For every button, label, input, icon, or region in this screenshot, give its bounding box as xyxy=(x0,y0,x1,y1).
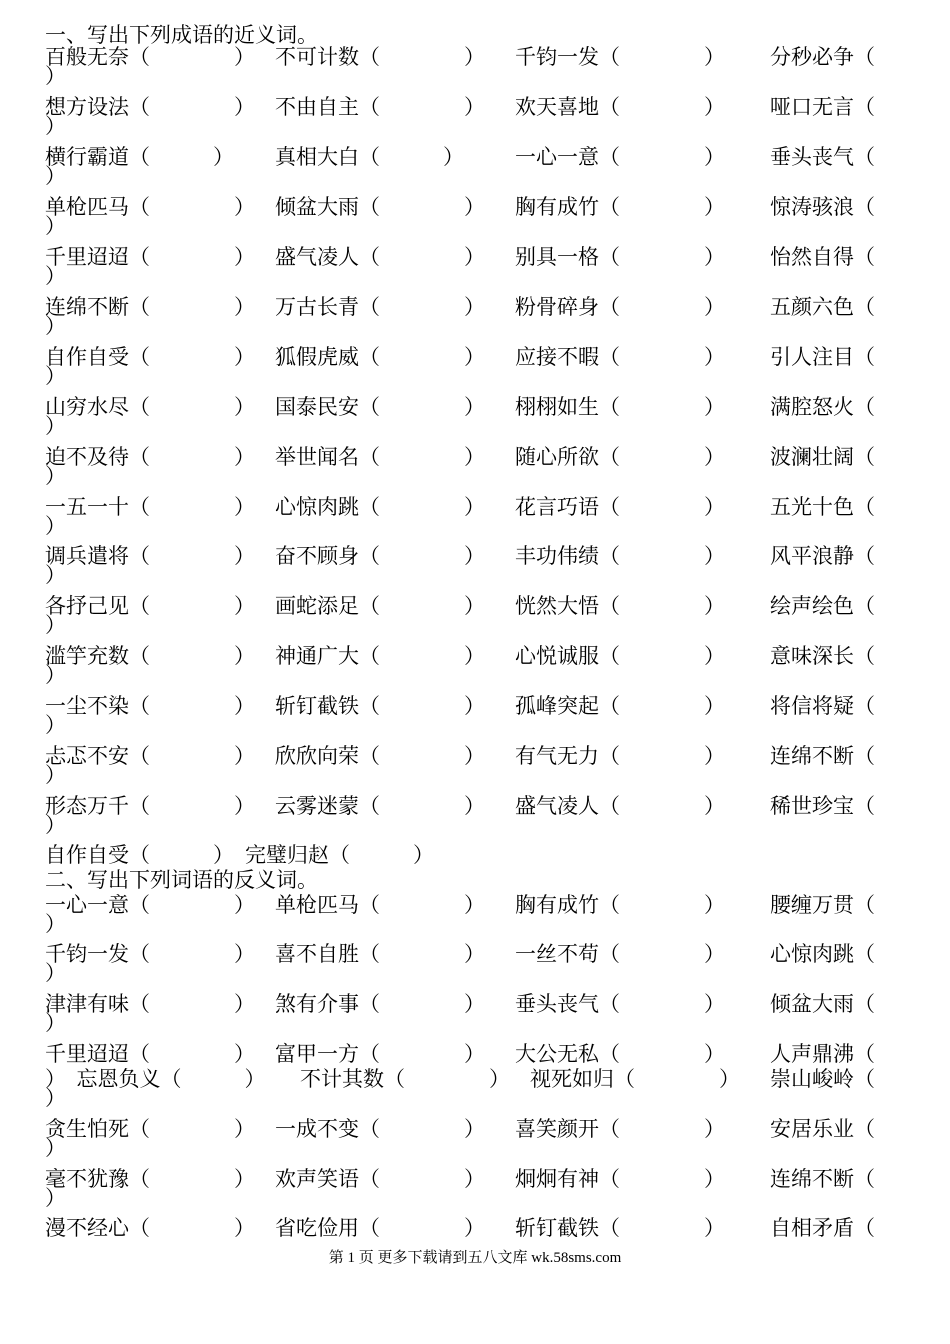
idiom-row xyxy=(45,144,910,170)
idiom-cell: 惊涛骇浪（ xyxy=(770,195,875,219)
idiom-cell: 不可计数（ ） xyxy=(275,45,485,69)
idiom-cell: 粉骨碎身（ ） xyxy=(515,295,725,319)
closing-paren: ） xyxy=(45,164,66,188)
idiom-row xyxy=(45,543,910,569)
idiom-cell: 欣欣向荣（ ） xyxy=(275,744,485,768)
idiom-cell: 自相矛盾（ xyxy=(770,1216,875,1240)
closing-paren: ） xyxy=(45,713,66,737)
idiom-row xyxy=(45,643,910,669)
idiom-cell: 漫不经心（ ） xyxy=(45,1216,255,1240)
idiom-cell: 倾盆大雨（ xyxy=(770,992,875,1016)
idiom-cell: 稀世珍宝（ xyxy=(770,794,875,818)
idiom-cell: 炯炯有神（ ） xyxy=(515,1167,725,1191)
idiom-row xyxy=(45,1116,910,1142)
idiom-cell: 忐忑不安（ ） xyxy=(45,744,255,768)
closing-paren: ） xyxy=(45,613,66,637)
idiom-cell: 单枪匹马（ ） xyxy=(45,195,255,219)
idiom-cell: 云雾迷蒙（ ） xyxy=(275,794,485,818)
idiom-row xyxy=(45,294,910,320)
idiom-row xyxy=(45,194,910,220)
closing-paren: ） xyxy=(45,1011,66,1035)
idiom-cell: 垂头丧气（ xyxy=(770,145,875,169)
idiom-cell: 波澜壮阔（ xyxy=(770,445,875,469)
idiom-cell: 滥竽充数（ ） xyxy=(45,644,255,668)
idiom-cell: 不计其数（ ） xyxy=(300,1067,510,1091)
closing-paren: ） xyxy=(45,214,66,238)
idiom-cell: 自作自受（ ） xyxy=(45,843,234,867)
idiom-cell: 腰缠万贯（ xyxy=(770,893,875,917)
idiom-cell: 国泰民安（ ） xyxy=(275,395,485,419)
idiom-cell: 胸有成竹（ ） xyxy=(515,893,725,917)
idiom-cell: 喜不自胜（ ） xyxy=(275,942,485,966)
section1-heading: 一、写出下列成语的近义词。 xyxy=(45,23,318,47)
idiom-cell: 千里迢迢（ ） xyxy=(45,1042,255,1066)
idiom-row xyxy=(45,94,910,120)
idiom-row xyxy=(45,1066,910,1092)
closing-paren: ） xyxy=(45,961,66,985)
idiom-cell: 完璧归赵（ ） xyxy=(245,843,434,867)
idiom-cell: 五颜六色（ xyxy=(770,295,875,319)
idiom-cell: 迫不及待（ ） xyxy=(45,445,255,469)
idiom-cell: 富甲一方（ ） xyxy=(275,1042,485,1066)
idiom-cell: 安居乐业（ xyxy=(770,1117,875,1141)
idiom-cell: 人声鼎沸（ xyxy=(770,1042,875,1066)
closing-paren: ） xyxy=(45,1086,66,1110)
idiom-cell: 想方设法（ ） xyxy=(45,95,255,119)
idiom-cell: 视死如归（ ） xyxy=(530,1067,740,1091)
idiom-cell: 横行霸道（ ） xyxy=(45,145,234,169)
idiom-cell: 引人注目（ xyxy=(770,345,875,369)
idiom-cell: 单枪匹马（ ） xyxy=(275,893,485,917)
idiom-cell: 分秒必争（ xyxy=(770,45,875,69)
idiom-cell: 盛气凌人（ ） xyxy=(275,245,485,269)
idiom-cell: 贪生怕死（ ） xyxy=(45,1117,255,1141)
idiom-row xyxy=(45,593,910,619)
idiom-cell: 百般无奈（ ） xyxy=(45,45,255,69)
page-footer: 第 1 页 更多下载请到五八文库 wk.58sms.com xyxy=(328,1250,622,1266)
idiom-cell: ） 忘恩负义（ ） xyxy=(45,1067,266,1091)
idiom-cell: 各抒己见（ ） xyxy=(45,594,255,618)
idiom-cell: 连绵不断（ xyxy=(770,744,875,768)
idiom-cell: 一成不变（ ） xyxy=(275,1117,485,1141)
idiom-cell: 有气无力（ ） xyxy=(515,744,725,768)
idiom-cell: 一五一十（ ） xyxy=(45,495,255,519)
section1-last-row xyxy=(45,842,910,868)
closing-paren: ） xyxy=(45,813,66,837)
closing-paren: ） xyxy=(45,912,66,936)
closing-paren: ） xyxy=(45,464,66,488)
idiom-cell: 画蛇添足（ ） xyxy=(275,594,485,618)
idiom-row xyxy=(45,394,910,420)
idiom-cell: 满腔怒火（ xyxy=(770,395,875,419)
idiom-cell: 斩钉截铁（ ） xyxy=(515,1216,725,1240)
idiom-row xyxy=(45,1041,910,1067)
idiom-row xyxy=(45,244,910,270)
closing-paren: ） xyxy=(45,114,66,138)
idiom-cell: 意味深长（ xyxy=(770,644,875,668)
idiom-cell: 千钧一发（ ） xyxy=(515,45,725,69)
idiom-cell: 自作自受（ ） xyxy=(45,345,255,369)
idiom-cell: 随心所欲（ ） xyxy=(515,445,725,469)
idiom-cell: 千钧一发（ ） xyxy=(45,942,255,966)
closing-paren: ） xyxy=(45,1186,66,1210)
idiom-cell: 恍然大悟（ ） xyxy=(515,594,725,618)
closing-paren: ） xyxy=(45,64,66,88)
idiom-row xyxy=(45,344,910,370)
closing-paren: ） xyxy=(45,264,66,288)
closing-paren: ） xyxy=(45,314,66,338)
closing-paren: ） xyxy=(45,563,66,587)
idiom-row xyxy=(45,793,910,819)
idiom-row xyxy=(45,743,910,769)
idiom-cell: 一心一意（ ） xyxy=(45,893,255,917)
idiom-cell: 怡然自得（ xyxy=(770,245,875,269)
idiom-row xyxy=(45,892,910,918)
closing-paren: ） xyxy=(45,663,66,687)
idiom-cell: 栩栩如生（ ） xyxy=(515,395,725,419)
idiom-cell: 五光十色（ xyxy=(770,495,875,519)
idiom-cell: 心惊肉跳（ xyxy=(770,942,875,966)
section2-heading: 二、写出下列词语的反义词。 xyxy=(45,868,318,892)
idiom-cell: 应接不暇（ ） xyxy=(515,345,725,369)
idiom-cell: 狐假虎威（ ） xyxy=(275,345,485,369)
idiom-cell: 心悦诚服（ ） xyxy=(515,644,725,668)
idiom-row xyxy=(45,693,910,719)
closing-paren: ） xyxy=(45,364,66,388)
idiom-cell: 欢声笑语（ ） xyxy=(275,1167,485,1191)
idiom-row xyxy=(45,991,910,1017)
idiom-cell: 大公无私（ ） xyxy=(515,1042,725,1066)
idiom-cell: 一心一意（ ） xyxy=(515,145,725,169)
idiom-cell: 不由自主（ ） xyxy=(275,95,485,119)
idiom-row xyxy=(45,1166,910,1192)
closing-paren: ） xyxy=(45,1136,66,1160)
idiom-cell: 山穷水尽（ ） xyxy=(45,395,255,419)
idiom-cell: 万古长青（ ） xyxy=(275,295,485,319)
idiom-cell: 神通广大（ ） xyxy=(275,644,485,668)
idiom-cell: 崇山峻岭（ xyxy=(770,1067,875,1091)
idiom-cell: 花言巧语（ ） xyxy=(515,495,725,519)
idiom-cell: 举世闻名（ ） xyxy=(275,445,485,469)
idiom-cell: 津津有味（ ） xyxy=(45,992,255,1016)
idiom-cell: 欢天喜地（ ） xyxy=(515,95,725,119)
idiom-cell: 胸有成竹（ ） xyxy=(515,195,725,219)
idiom-cell: 垂头丧气（ ） xyxy=(515,992,725,1016)
idiom-cell: 奋不顾身（ ） xyxy=(275,544,485,568)
idiom-cell: 心惊肉跳（ ） xyxy=(275,495,485,519)
idiom-cell: 哑口无言（ xyxy=(770,95,875,119)
idiom-cell: 将信将疑（ xyxy=(770,694,875,718)
idiom-cell: 真相大白（ ） xyxy=(275,145,464,169)
closing-paren: ） xyxy=(45,414,66,438)
idiom-cell: 别具一格（ ） xyxy=(515,245,725,269)
idiom-cell: 调兵遣将（ ） xyxy=(45,544,255,568)
idiom-cell: 一尘不染（ ） xyxy=(45,694,255,718)
idiom-cell: 绘声绘色（ xyxy=(770,594,875,618)
idiom-cell: 斩钉截铁（ ） xyxy=(275,694,485,718)
idiom-row xyxy=(45,494,910,520)
idiom-row xyxy=(45,44,910,70)
idiom-cell: 风平浪静（ xyxy=(770,544,875,568)
idiom-cell: 省吃俭用（ ） xyxy=(275,1216,485,1240)
idiom-cell: 千里迢迢（ ） xyxy=(45,245,255,269)
idiom-cell: 倾盆大雨（ ） xyxy=(275,195,485,219)
idiom-cell: 喜笑颜开（ ） xyxy=(515,1117,725,1141)
closing-paren: ） xyxy=(45,514,66,538)
idiom-cell: 煞有介事（ ） xyxy=(275,992,485,1016)
idiom-cell: 丰功伟绩（ ） xyxy=(515,544,725,568)
idiom-cell: 形态万千（ ） xyxy=(45,794,255,818)
idiom-cell: 一丝不苟（ ） xyxy=(515,942,725,966)
idiom-cell: 毫不犹豫（ ） xyxy=(45,1167,255,1191)
idiom-cell: 连绵不断（ ） xyxy=(45,295,255,319)
idiom-row xyxy=(45,1215,910,1241)
idiom-row xyxy=(45,941,910,967)
idiom-row xyxy=(45,444,910,470)
idiom-cell: 盛气凌人（ ） xyxy=(515,794,725,818)
idiom-cell: 连绵不断（ xyxy=(770,1167,875,1191)
idiom-cell: 孤峰突起（ ） xyxy=(515,694,725,718)
closing-paren: ） xyxy=(45,763,66,787)
